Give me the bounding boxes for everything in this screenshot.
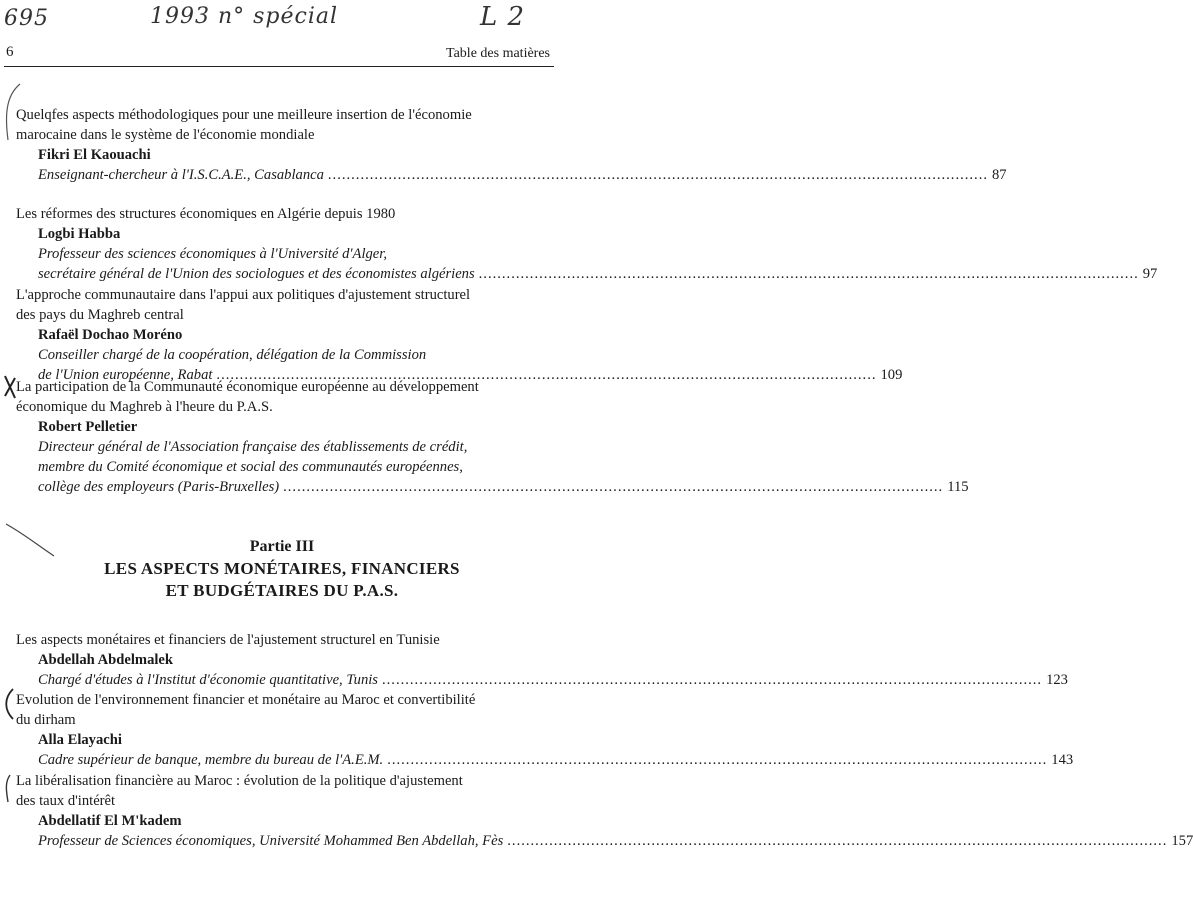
entry-title: Quelqfes aspects méthodologiques pour une meilleure insertion de l'économie <box>16 107 472 123</box>
toc-entry <box>16 630 1068 690</box>
toc-entry <box>16 204 1158 284</box>
entry-author: Logbi Habba <box>38 226 121 242</box>
entry-page: 109 <box>880 367 903 383</box>
bracket-mark-icon <box>2 686 16 722</box>
entry-author: Abdellah Abdelmalek <box>38 652 174 668</box>
entry-title: Les aspects monétaires et financiers de l'ajustement structurel en Tunisie <box>16 632 440 648</box>
handwritten-code: L 2 <box>480 2 526 32</box>
toc-entry <box>16 285 903 385</box>
running-title: Table des matières <box>446 46 550 61</box>
entry-title: L'approche communautaire dans l'appui aux politiques d'ajustement structurel <box>16 287 471 303</box>
entry-title: La libéralisation financière au Maroc : évolution de la politique d'ajustement <box>16 773 463 789</box>
entry-title: du dirham <box>16 712 76 728</box>
entry-page: 97 <box>1142 266 1158 282</box>
entry-author: Robert Pelletier <box>38 419 138 435</box>
entry-affiliation: Professeur de Sciences économiques, Université Mohammed Ben Abdellah, Fès..... 157 <box>16 831 550 851</box>
entry-affiliation: de l'Union européenne, Rabat..... 109 <box>16 365 550 385</box>
toc-entry <box>16 105 1007 185</box>
part-title: ET BUDGÉTAIRES DU P.A.S. <box>165 581 399 600</box>
entry-author: Alla Elayachi <box>38 732 122 748</box>
entry-affiliation: secrétaire général de l'Union des sociologues et des économistes algériens..... 97 <box>16 264 550 284</box>
entry-title: Les réformes des structures économiques en Algérie depuis 1980 <box>16 206 396 222</box>
header-rule <box>4 66 554 67</box>
part-heading <box>0 538 564 602</box>
entry-page: 143 <box>1051 752 1074 768</box>
entry-affiliation: Directeur général de l'Association française des établissements de crédit, <box>38 439 468 455</box>
entry-author: Fikri El Kaouachi <box>38 147 151 163</box>
entry-page: 123 <box>1046 672 1068 688</box>
page-number: 6 <box>6 44 14 60</box>
entry-title: Evolution de l'environnement financier et monétaire au Maroc et convertibilité <box>16 692 476 708</box>
entry-affiliation: Professeur des sciences économiques à l'Université d'Alger, <box>38 246 387 262</box>
entry-affiliation: Cadre supérieur de banque, membre du bureau de l'A.E.M...... 143 <box>16 750 550 770</box>
entry-affiliation: collège des employeurs (Paris-Bruxelles)..... 115 <box>16 477 550 497</box>
entry-title: des taux d'intérêt <box>16 793 116 809</box>
toc-entry <box>16 690 1074 770</box>
entry-author: Abdellatif El M'kadem <box>38 813 182 829</box>
entry-page: 157 <box>1171 833 1193 849</box>
entry-page: 87 <box>991 167 1007 183</box>
part-label: Partie III <box>249 538 315 555</box>
tick-mark-icon <box>2 772 14 806</box>
toc-entry <box>16 377 969 497</box>
handwritten-ref: 695 <box>4 6 49 31</box>
entry-affiliation: membre du Comité économique et social des communautés européennes, <box>38 459 463 475</box>
entry-title: économique du Maghreb à l'heure du P.A.S. <box>16 399 273 415</box>
entry-author: Rafaël Dochao Moréno <box>38 327 183 343</box>
entry-affiliation: Enseignant-chercheur à l'I.S.C.A.E., Casablanca..... 87 <box>16 165 550 185</box>
entry-affiliation: Conseiller chargé de la coopération, délégation de la Commission <box>38 347 427 363</box>
entry-title: des pays du Maghreb central <box>16 307 184 323</box>
part-title: LES ASPECTS MONÉTAIRES, FINANCIERS <box>104 559 460 578</box>
handwritten-note: 1993 n° spécial <box>150 4 339 29</box>
entry-page: 115 <box>947 479 969 495</box>
entry-title: La participation de la Communauté économique européenne au développement <box>16 379 479 395</box>
toc-entry <box>16 771 1193 851</box>
entry-title: marocaine dans le système de l'économie mondiale <box>16 127 315 143</box>
entry-affiliation: Chargé d'études à l'Institut d'économie quantitative, Tunis..... 123 <box>16 670 550 690</box>
